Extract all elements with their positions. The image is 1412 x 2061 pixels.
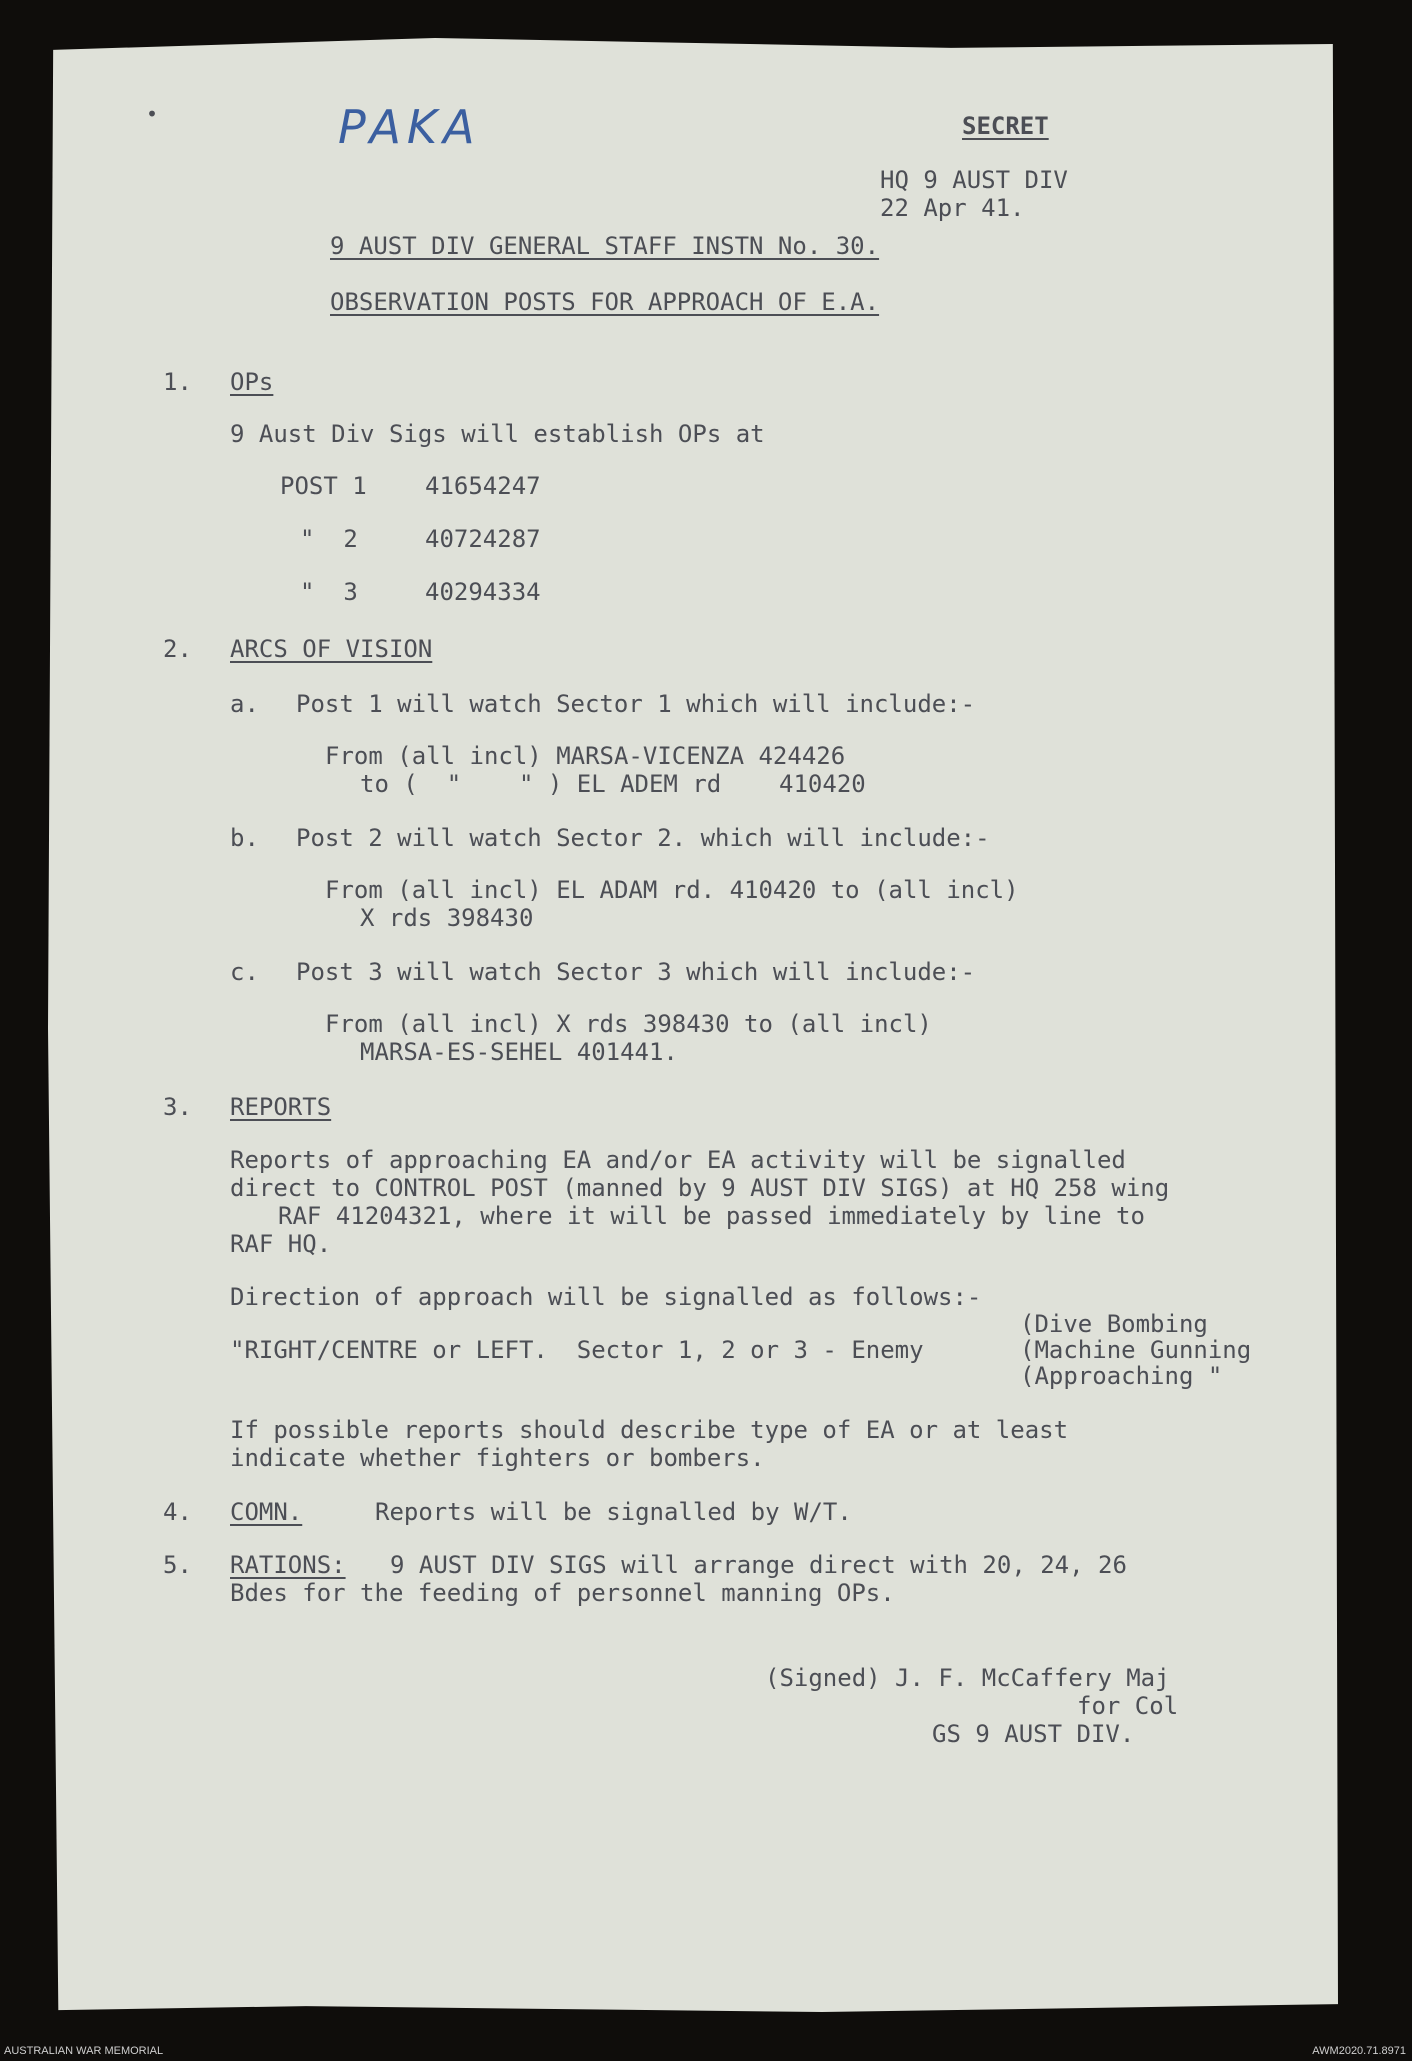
paragraph-line: From (all incl) EL ADAM rd. 410420 to (all incl) (325, 876, 1019, 904)
section-heading: ARCS OF VISION (230, 635, 433, 663)
paragraph-line: Direction of approach will be signalled as follows:- (230, 1283, 982, 1311)
post-label: POST 1 (280, 472, 367, 500)
section-heading: REPORTS (230, 1093, 332, 1121)
section-number: 4. (163, 1498, 192, 1526)
paragraph-line: Post 1 will watch Sector 1 which will include:- (296, 690, 976, 718)
document-subtitle: OBSERVATION POSTS FOR APPROACH OF E.A. (330, 288, 880, 316)
subsection-letter: c. (230, 958, 259, 986)
section-number: 1. (163, 368, 192, 396)
signal-option: (Machine Gunning (1020, 1336, 1252, 1364)
paragraph-line: Post 3 will watch Sector 3 which will include:- (296, 958, 976, 986)
paragraph-line: Reports of approaching EA and/or EA activity will be signalled (230, 1146, 1126, 1174)
handwritten-note: PAKA (338, 100, 481, 154)
paragraph-line: to ( " " ) EL ADEM rd 410420 (360, 770, 866, 798)
paragraph-line: Bdes for the feeding of personnel manning OPs. (230, 1579, 895, 1607)
paragraph-line: RAF 41204321, where it will be passed immediately by line to (278, 1202, 1145, 1230)
section-number: 5. (163, 1551, 192, 1579)
document-title: 9 AUST DIV GENERAL STAFF INSTN No. 30. (330, 232, 880, 260)
paragraph-line: Post 2 will watch Sector 2. which will include:- (296, 824, 990, 852)
paragraph-line: direct to CONTROL POST (manned by 9 AUST DIV SIGS) at HQ 258 wing (230, 1174, 1170, 1202)
corner-mark: • (146, 102, 159, 126)
signature-line: GS 9 AUST DIV. (932, 1720, 1135, 1748)
paragraph-line: 9 Aust Div Sigs will establish OPs at (230, 420, 765, 448)
date: 22 Apr 41. (880, 194, 1025, 222)
paragraph-line: Reports will be signalled by W/T. (375, 1498, 852, 1526)
post-reference: 41654247 (425, 472, 541, 500)
subsection-letter: b. (230, 824, 259, 852)
archive-credit: AUSTRALIAN WAR MEMORIAL (4, 2045, 164, 2057)
paragraph-line: From (all incl) MARSA-VICENZA 424426 (325, 742, 846, 770)
classification: SECRET (962, 112, 1049, 140)
post-reference: 40294334 (425, 578, 541, 606)
post-reference: 40724287 (425, 525, 541, 553)
paragraph-line: If possible reports should describe type of EA or at least (230, 1416, 1069, 1444)
paragraph-line: indicate whether fighters or bombers. (230, 1444, 765, 1472)
post-label: " 3 (300, 578, 358, 606)
paragraph-line: From (all incl) X rds 398430 to (all incl) (325, 1010, 932, 1038)
signal-option: (Approaching " (1020, 1362, 1223, 1390)
section-number: 3. (163, 1093, 192, 1121)
paragraph-line: 9 AUST DIV SIGS will arrange direct with 20, 24, 26 (390, 1551, 1127, 1579)
subsection-letter: a. (230, 690, 259, 718)
signature-line: (Signed) J. F. McCaffery Maj (765, 1664, 1170, 1692)
origin: HQ 9 AUST DIV (880, 166, 1068, 194)
paragraph-line: MARSA-ES-SEHEL 401441. (360, 1038, 678, 1066)
signature-line: for Col (1077, 1692, 1179, 1720)
paragraph-line: RAF HQ. (230, 1230, 332, 1258)
section-heading: RATIONS: (230, 1551, 346, 1579)
paragraph-line: X rds 398430 (360, 904, 534, 932)
archive-reference: AWM2020.71.8971 (1312, 2045, 1406, 2057)
section-number: 2. (163, 635, 192, 663)
section-heading: COMN. (230, 1498, 303, 1526)
signal-format: "RIGHT/CENTRE or LEFT. Sector 1, 2 or 3 - Enemy (230, 1336, 924, 1364)
signal-option: (Dive Bombing (1020, 1310, 1208, 1338)
post-label: " 2 (300, 525, 358, 553)
section-heading: OPs (230, 368, 274, 396)
